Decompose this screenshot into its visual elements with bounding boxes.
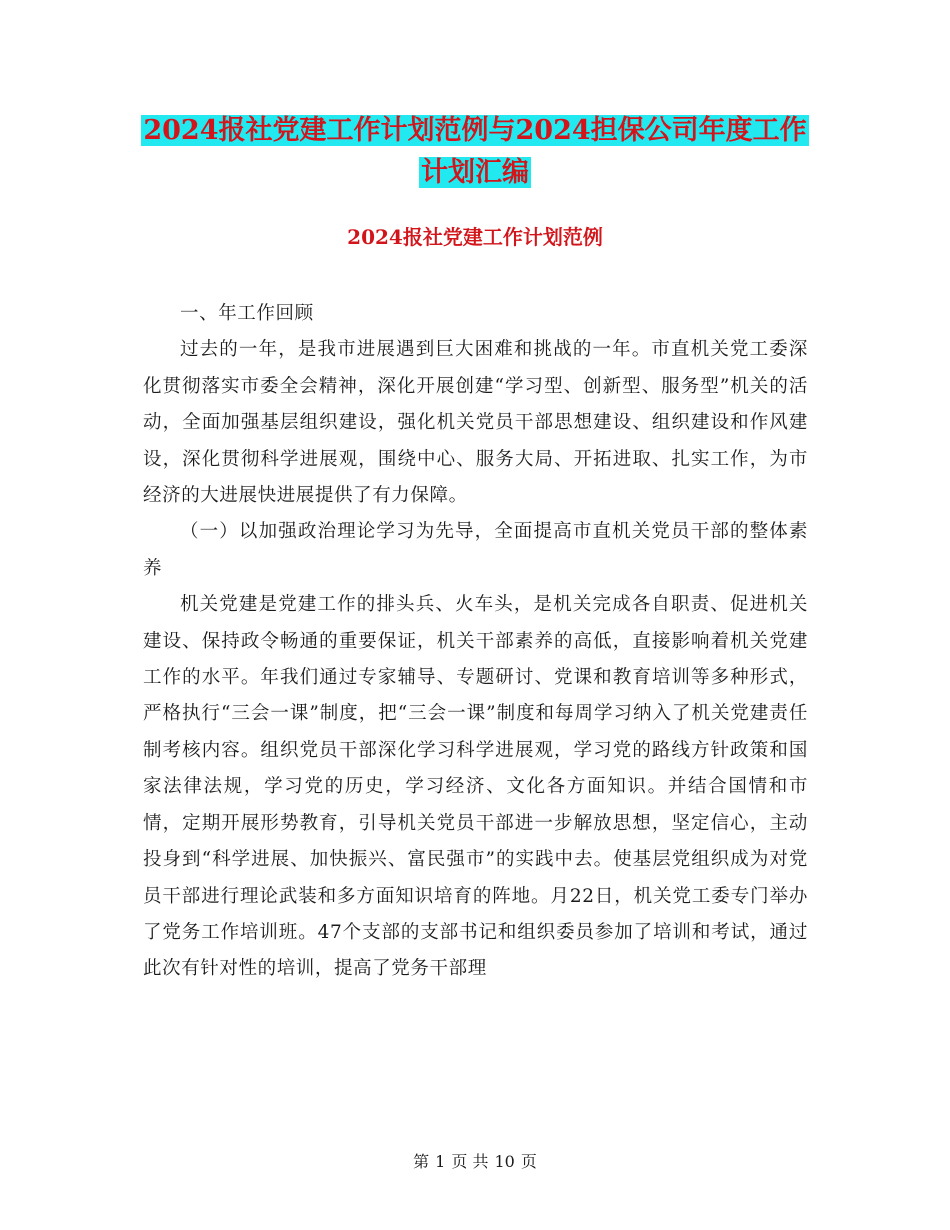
paragraph: 机关党建是党建工作的排头兵、火车头，是机关完成各自职责、促进机关建设、保持政令畅通的重要保证，机关干部素养的高低，直接影响着机关党建工作的水平。年我们通过专家辅导、专题研讨、党课和教育培训等多种形式，严格执行“三会一课”制度，把“三会一课”制度和每周学习纳入了机关党建责任制考核内容。组织党员干部深化学习科学进展观，学习党的路线方针政策和国家法律法规，学习党的历史，学习经济、文化各方面知识。并结合国情和市情，定期开展形势教育，引导机关党员干部进一步解放思想，坚定信心，主动投身到“科学进展、加快振兴、富民强市”的实践中去。使基层党组织成为对党员干部进行理论武装和多方面知识培育的阵地。月22日，机关党工委专门举办了党务工作培训班。47个支部的支部书记和组织委员参加了培训和考试，通过此次有针对性的培训，提高了党务干部理 bbox=[143, 594, 808, 980]
page-label-mid: 页 共 bbox=[451, 1152, 489, 1171]
document-title-text-1: 2024报社党建工作计划范例与2024担保公司年度工作 bbox=[143, 115, 807, 146]
total-pages-number: 10 bbox=[494, 1152, 515, 1171]
document-title-text-2: 计划汇编 bbox=[421, 157, 529, 188]
page-label-suffix: 页 bbox=[520, 1152, 537, 1171]
document-title-line-2 bbox=[0, 152, 950, 194]
current-page-number: 1 bbox=[435, 1152, 446, 1171]
document-body bbox=[143, 296, 808, 988]
paragraph-heading-review: 一、年工作回顾 bbox=[180, 303, 314, 324]
page-label-prefix: 第 bbox=[413, 1152, 430, 1171]
document-title-line-1 bbox=[0, 110, 950, 152]
paragraph: 过去的一年，是我市进展遇到巨大困难和挑战的一年。市直机关党工委深化贯彻落实市委全会精神，深化开展创建“学习型、创新型、服务型”机关的活动，全面加强基层组织建设，强化机关党员干部思想建设、组织建设和作风建设，深化贯彻科学进展观，围绕中心、服务大局、开拓进取、扎实工作，为市经济的大进展快进展提供了有力保障。 bbox=[143, 339, 808, 507]
page-footer bbox=[0, 1150, 950, 1174]
paragraph-subheading: （一）以加强政治理论学习为先导，全面提高市直机关党员干部的整体素养 bbox=[143, 521, 808, 579]
section-title: 2024报社党建工作计划范例 bbox=[347, 225, 603, 249]
